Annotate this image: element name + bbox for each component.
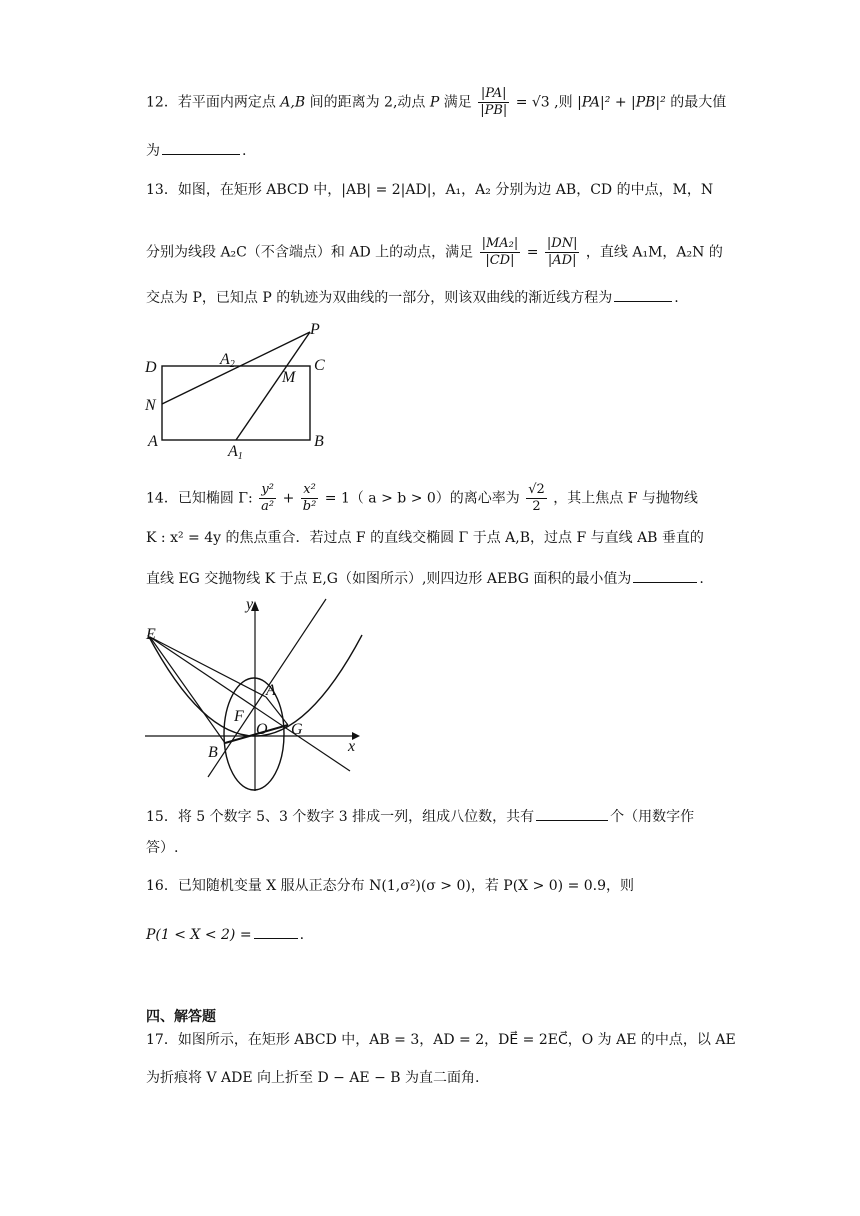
label-m: M (282, 369, 296, 386)
q13-line-2 (146, 236, 723, 269)
q14-frac3-num: √2 (528, 482, 545, 497)
label-b: B (314, 433, 324, 450)
line-n-p (162, 332, 310, 404)
q13-text-c: 交点为 P，已知点 P 的轨迹为双曲线的一部分，则该双曲线的渐近线方程为 (146, 290, 613, 306)
q12-text-d: ,则 (554, 94, 573, 111)
q17-line-2: 为折痕将 V ADE 向上折至 D − AE − B 为直二面角. (146, 1070, 480, 1086)
q12-text-e: 的最大值 (670, 94, 727, 111)
label-y: y (246, 596, 254, 613)
label-b: B (208, 744, 218, 761)
q14-plus: + (282, 490, 295, 507)
q14-figure (140, 595, 370, 795)
q13-answer-blank[interactable] (614, 287, 672, 302)
q15-line-2: 答）. (146, 840, 179, 856)
label-g: G (291, 721, 303, 738)
q14-fraction-2 (301, 482, 319, 515)
label-p: P (310, 321, 320, 338)
q13-equals: = (526, 244, 539, 261)
q17-line-1: 17．如图所示，在矩形 ABCD 中，AB = 3，AD = 2，DE⃗ = 2EC⃗，O 为 AE 的中点，以 AE (146, 1032, 736, 1048)
q16-line-1: 16．已知随机变量 X 服从正态分布 N(1,σ²)(σ > 0)，若 P(X > 0) = 0.9，则 (146, 878, 635, 894)
label-a2: A2 (220, 351, 235, 370)
q15-answer-blank[interactable] (536, 806, 608, 821)
q14-frac2-den: b² (302, 499, 317, 514)
q12-text-b: 间的距离为 2,动点 (309, 94, 426, 111)
q15-text-b: 个（用数字作 (610, 809, 695, 825)
q14-frac3-den: 2 (532, 499, 541, 514)
q13-period: . (674, 290, 679, 306)
q14-text-a: 14．已知椭圆 Γ: (146, 490, 253, 507)
q13-fraction-2 (545, 236, 580, 269)
q14-frac1-den: a² (261, 499, 275, 514)
q12-point-p: P (429, 94, 440, 111)
q14-text-b: = 1（ a > b > 0）的离心率为 (324, 490, 520, 507)
q16-line-2 (146, 924, 304, 945)
label-e: E (146, 626, 156, 643)
q16-text-a: P(1 < X < 2) = (146, 927, 252, 943)
q14-line-2: K : x² = 4y 的焦点重合．若过点 F 的直线交椭圆 Γ 于点 A,B，过点 F 与直线 AB 垂直的 (146, 530, 704, 546)
q16-answer-blank[interactable] (254, 924, 298, 939)
label-d: D (145, 359, 157, 376)
q14-answer-blank[interactable] (633, 568, 697, 583)
label-a: A (266, 682, 276, 699)
q13-line-1: 13．如图，在矩形 ABCD 中，|AB| = 2|AD|，A₁，A₂ 分别为边 AB，CD 的中点，M，N (146, 182, 714, 198)
segment-ea (150, 637, 266, 697)
q12-frac-num: |PA| (478, 86, 509, 103)
q12-fraction (478, 86, 509, 119)
q12-text-a: 12．若平面内两定点 (146, 94, 276, 111)
q12-frac-den: |PB| (480, 103, 508, 118)
q13-text-b: ，直线 A₁M，A₂N 的 (585, 244, 723, 261)
q14-fraction-3 (526, 482, 547, 515)
label-x: x (348, 738, 356, 755)
label-n: N (145, 397, 156, 414)
q14-line-3 (146, 568, 704, 589)
q12-answer-blank[interactable] (162, 140, 240, 155)
q12-sqrt3: = √3 (515, 94, 550, 111)
q13-line-3 (146, 287, 679, 308)
q15-text-a: 15．将 5 个数字 5、3 个数字 3 排成一列，组成八位数，共有 (146, 809, 535, 825)
q12-period: . (242, 143, 247, 159)
q12-expression: |PA|² + |PB|² (577, 94, 666, 111)
q15-line-1 (146, 806, 694, 827)
q16-period: . (299, 927, 305, 943)
line-eg (150, 637, 350, 771)
label-f: F (234, 708, 244, 725)
q13-figure (140, 320, 340, 460)
q12-line-1 (146, 86, 726, 119)
q12-text-c: 满足 (443, 94, 472, 111)
q13-fraction-1 (480, 236, 521, 269)
q14-frac2-num: x² (301, 482, 319, 499)
q14-frac1-num: y² (259, 482, 276, 499)
label-a1: A1 (228, 443, 243, 460)
q13-frac2-num: |DN| (546, 236, 578, 251)
segment-ag (266, 697, 288, 725)
q13-frac2-den: |AD| (547, 253, 577, 268)
q13-frac1-num: |MA₂| (481, 236, 519, 251)
q14-line-1 (146, 482, 698, 515)
q14-period: . (699, 571, 704, 587)
q13-text-a: 分别为线段 A₂C（不含端点）和 AD 上的动点，满足 (146, 244, 474, 261)
q12-text-wei: 为 (146, 143, 160, 159)
label-c: C (314, 357, 325, 374)
segment-eb (150, 637, 225, 743)
q14-text-c: ，其上焦点 F 与抛物线 (553, 490, 698, 507)
section-title: 四、解答题 (146, 1009, 216, 1025)
label-a: A (148, 433, 158, 450)
line-a1-p (236, 332, 310, 440)
q13-frac1-den: |CD| (485, 253, 515, 268)
q12-line-2 (146, 140, 246, 161)
q12-points-ab: A,B (280, 94, 306, 111)
label-o: O (256, 721, 268, 738)
q14-fraction-1 (259, 482, 276, 515)
q14-text-c: 直线 EG 交抛物线 K 于点 E,G（如图所示）,则四边形 AEBG 面积的最小值为 (146, 571, 632, 587)
